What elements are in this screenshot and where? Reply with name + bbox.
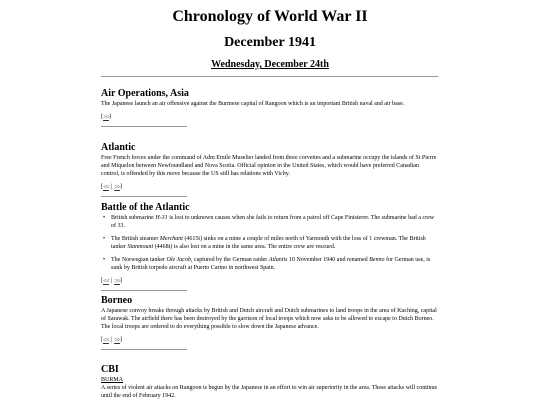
day-heading: Wednesday, December 24th	[211, 59, 329, 70]
next-arrow-icon[interactable]: >>	[103, 113, 109, 121]
section-cbi	[101, 364, 438, 400]
section-divider	[101, 290, 187, 291]
prev-arrow-icon[interactable]: <<	[103, 336, 109, 344]
section-battle-of-the-atlantic	[101, 202, 438, 291]
next-arrow-icon[interactable]: >>	[114, 277, 121, 285]
section-subtitle[interactable]: BURMA	[101, 377, 124, 383]
list-item: • The British steamer Merchant (4615t) sinks on a mine a couple of miles north of Yarmouth with the loss of 1 crewman. The British tanker Stanmount (4468t) is also lost on a mine in the same area. The entire crew are rescued.	[103, 236, 426, 250]
next-arrow-icon[interactable]: >>	[114, 336, 121, 344]
section-nav: [ << | >> ]	[101, 183, 123, 191]
section-text: The Japanese launch an air offensive against the Burmese capital of Rangoon which is an important British naval and air base.	[101, 101, 405, 107]
event-list	[101, 214, 438, 272]
list-item: • British submarine H-31 is lost to unknown causes when she fails to return from a patrol off Cape Finisterre. The submarine had a crew of 33.	[103, 215, 435, 229]
section-title: Atlantic	[101, 142, 136, 153]
section-divider	[101, 349, 187, 350]
section-atlantic	[101, 142, 438, 197]
section-air-operations-asia	[101, 88, 438, 127]
section-text: A series of violent air attacks on Rangoon is begun by the Japanese in an effort to win air superiority in the area. These attacks will continue until the end of February 1942.	[101, 385, 438, 399]
section-title: Battle of the Atlantic	[101, 202, 190, 213]
section-text: A Japanese convoy breaks through attacks by British and Dutch aircraft and Dutch submarines to land troops in the area of Kuching, capital of Sarawak. The airfield there has been destroyed by the garrison of local troops which now asks to be allowed to escape to Dutch Borneo. The local troops are ordered to do everything possible to slow down the Japanese advance.	[101, 308, 437, 330]
section-title: Borneo	[101, 295, 133, 306]
next-arrow-icon[interactable]: >>	[114, 183, 121, 191]
section-nav: [ << | >> ]	[101, 336, 123, 344]
section-borneo	[101, 295, 438, 350]
section-nav: [ >> ]	[101, 113, 111, 121]
list-item: • The Norwegian tanker Ole Jacob, captured by the German raider Atlantis 10 November 1940 and renamed Benno for German use, is sunk by British torpedo aircraft at Puerto Carino in northwest Spain.	[103, 257, 431, 271]
section-text: Free French forces under the command of Adm Emile Muselier landed from three corvettes and a submarine occupy the islands of St Pierre and Miquelon between Newfoundland and Nova Scotia. Official opinion in the United States, which would have preferred Canadian control, is offended by this move because the US still has relations with Vichy.	[101, 155, 437, 177]
site-title: Chronology of World War II	[172, 8, 368, 25]
month-heading: December 1941	[224, 35, 316, 50]
section-divider	[101, 126, 187, 127]
section-nav: [ << | >> ]	[101, 277, 123, 285]
section-title: Air Operations, Asia	[101, 88, 189, 99]
section-divider	[101, 196, 187, 197]
prev-arrow-icon[interactable]: <<	[103, 277, 109, 285]
prev-arrow-icon[interactable]: <<	[103, 183, 109, 191]
section-title: CBI	[101, 364, 119, 375]
header-divider	[101, 76, 438, 77]
